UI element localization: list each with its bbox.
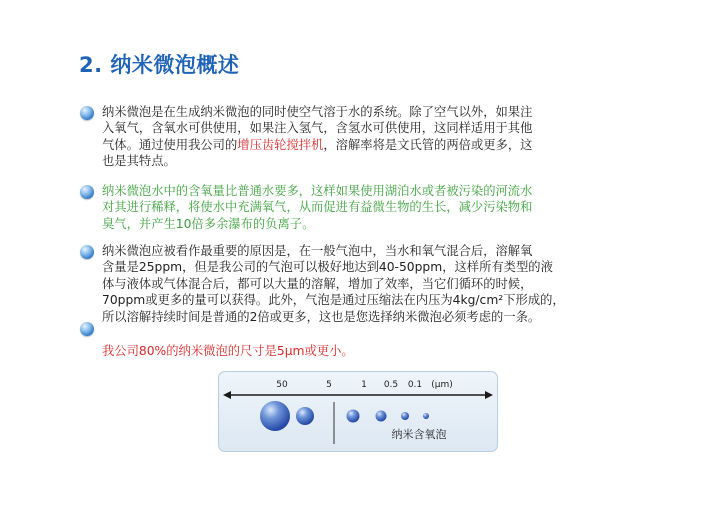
text-line: 体与液体或气体混合后，都可以大量的溶解，增加了效率，当它们循环的时候， xyxy=(102,276,533,291)
paragraph-overview xyxy=(80,104,650,170)
paragraph-size xyxy=(80,343,650,359)
text-segment: ，溶解率将是文氏管的两倍或更多，这 xyxy=(323,137,533,152)
text-line: 我公司80%的纳米微泡的尺寸是5μm或更小。 xyxy=(102,344,354,358)
text-line: 含量是25ppm，但是我公司的气泡可以极好地达到40-50ppm，这样所有类型的液 xyxy=(102,260,553,275)
paragraph-oxygen xyxy=(80,183,650,232)
bullet-icon xyxy=(80,106,94,120)
scale-label: (μm) xyxy=(431,380,453,390)
text-line: 纳米微泡水中的含氧量比普通水要多，这样如果使用湖泊水或者被污染的河流水 xyxy=(102,184,533,198)
bubble-1um xyxy=(347,410,360,423)
bubble-50um xyxy=(260,401,290,431)
bullet-icon xyxy=(80,322,94,336)
scale-label: 1 xyxy=(361,380,367,390)
highlight-text: 增压齿轮搅拌机 xyxy=(237,137,324,152)
scale-label: 50 xyxy=(276,380,288,390)
bullet-icon xyxy=(80,185,94,199)
text-line xyxy=(80,137,650,153)
scale-label: 5 xyxy=(326,380,332,390)
bubble-5um xyxy=(296,407,314,425)
scale-label: 0.5 xyxy=(383,380,399,390)
page-title: 2. 纳米微泡概述 xyxy=(79,53,240,77)
paragraph-reason xyxy=(80,243,650,325)
bubble-0-1um xyxy=(401,412,409,420)
nano-bubble-label: 纳米含氧泡 xyxy=(391,428,447,441)
text-line: 入氧气，含氧水可供使用，如果注入氢气，含氢水可供使用，这同样适用于其他 xyxy=(102,121,533,136)
text-line: 纳米微泡应被看作最重要的原因是，在一般气泡中，当水和氧气混合后，溶解氧 xyxy=(102,244,533,258)
text-line: 70ppm或更多的量可以获得。此外，气泡是通过压缩法在内压为4kg/cm²下形成的， xyxy=(102,293,565,308)
text-line: 也是其特点。 xyxy=(102,154,176,169)
text-line: 所以溶解持续时间是普通的2倍或更多，这也是您选择纳米微泡必须考虑的一条。 xyxy=(102,309,541,324)
arrow-right-icon xyxy=(485,391,493,399)
bubble-smallest xyxy=(423,413,429,419)
bullet-icon xyxy=(80,245,94,259)
text-line: 对其进行稀释，将使水中充满氧气，从而促进有益微生物的生长，减少污染物和 xyxy=(102,200,533,215)
bubble-size-diagram xyxy=(218,371,498,452)
bubble-diagram-graphic xyxy=(219,372,497,451)
text-line: 臭气，并产生10倍多余瀑布的负离子。 xyxy=(102,216,315,231)
scale-label: 0.1 xyxy=(407,380,423,390)
arrow-left-icon xyxy=(223,391,231,399)
bubble-0-5um xyxy=(376,411,387,422)
text-line: 纳米微泡是在生成纳米微泡的同时使空气溶于水的系统。除了空气以外，如果注 xyxy=(102,105,533,119)
text-segment: 气体。通过使用我公司的 xyxy=(102,137,238,152)
